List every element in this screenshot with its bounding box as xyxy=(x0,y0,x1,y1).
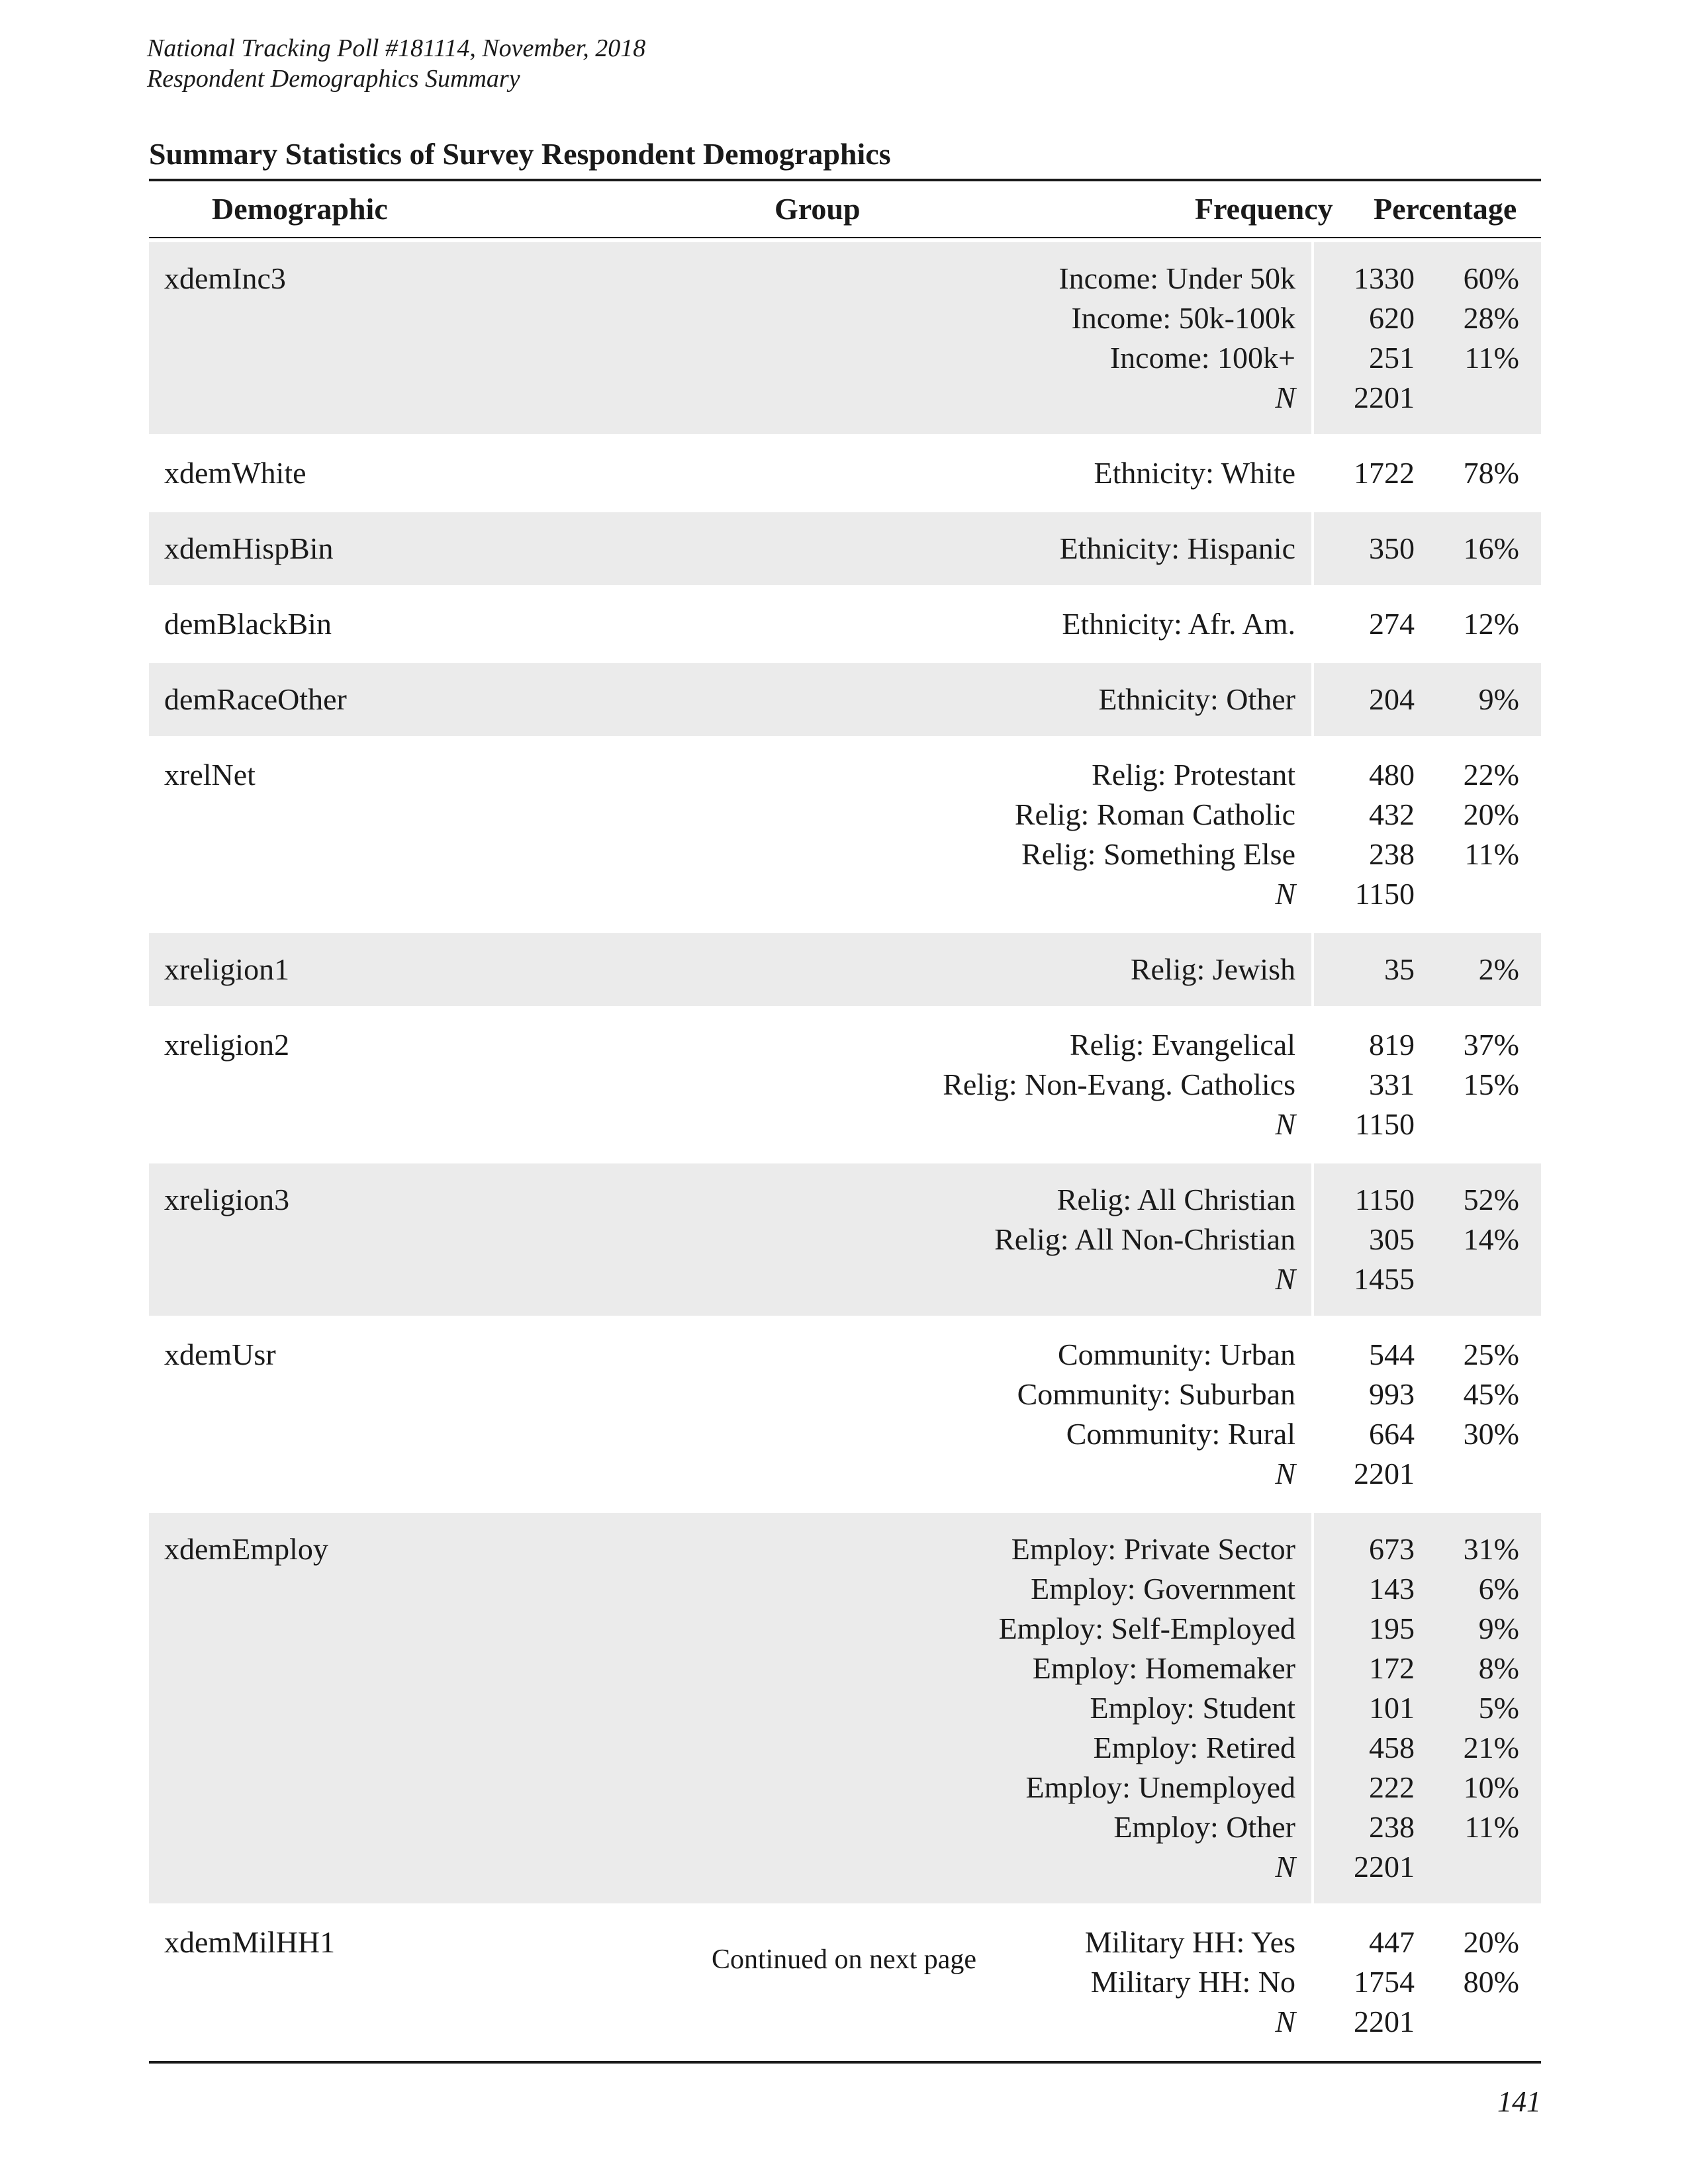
group-label: Military HH: No xyxy=(1090,1965,1295,1999)
frequency-value: 664 xyxy=(1369,1417,1415,1451)
group-label: Income: 100k+ xyxy=(1109,341,1295,375)
frequency-value: 480 xyxy=(1369,758,1415,792)
group-label: Relig: Protestant xyxy=(1092,758,1295,792)
frequency-cell xyxy=(1314,588,1427,660)
demographic-variable: xreligion2 xyxy=(164,1028,290,1062)
demographic-cell xyxy=(149,933,659,1006)
page-number: 141 xyxy=(1497,2085,1541,2118)
group-cell xyxy=(659,1009,1314,1161)
percentage-value: 15% xyxy=(1463,1068,1519,1101)
group-cell xyxy=(659,739,1314,931)
demographic-cell xyxy=(149,1906,659,2058)
sample-size-value: 1150 xyxy=(1354,877,1415,911)
frequency-cell xyxy=(1314,1163,1427,1316)
column-header-frequency: Frequency xyxy=(1195,192,1333,226)
percentage-cell xyxy=(1427,933,1541,1006)
group-cell xyxy=(659,1906,1314,2058)
demographic-variable: demBlackBin xyxy=(164,607,332,641)
table-row-group xyxy=(149,512,1541,588)
percentage-cell xyxy=(1427,663,1541,736)
frequency-value: 544 xyxy=(1369,1338,1415,1371)
group-label: Relig: Evangelical xyxy=(1069,1028,1295,1062)
demographic-cell xyxy=(149,1318,659,1510)
percentage-value: 11% xyxy=(1464,837,1519,871)
frequency-value: 305 xyxy=(1369,1222,1415,1256)
percentage-cell xyxy=(1427,437,1541,510)
column-header-percentage: Percentage xyxy=(1374,192,1517,226)
group-label: Employ: Other xyxy=(1113,1810,1295,1844)
group-label: Employ: Private Sector xyxy=(1011,1532,1295,1566)
frequency-cell xyxy=(1314,1318,1427,1510)
table-row-group xyxy=(149,933,1541,1009)
percentage-value: 11% xyxy=(1464,341,1519,375)
percentage-value: 8% xyxy=(1478,1651,1519,1685)
percentage-value xyxy=(1427,378,1519,418)
percentage-value xyxy=(1427,1454,1519,1494)
percentage-value: 80% xyxy=(1463,1965,1519,1999)
table-row-group xyxy=(149,1009,1541,1163)
table-header-row xyxy=(149,181,1541,237)
sample-size-value: 2201 xyxy=(1354,2005,1415,2038)
frequency-value: 238 xyxy=(1369,837,1415,871)
group-cell xyxy=(659,1318,1314,1510)
group-cell xyxy=(659,437,1314,510)
table-row-group xyxy=(149,739,1541,933)
percentage-value: 25% xyxy=(1463,1338,1519,1371)
percentage-value: 78% xyxy=(1463,456,1519,490)
percentage-cell xyxy=(1427,1513,1541,1903)
percentage-cell xyxy=(1427,242,1541,434)
demographic-cell xyxy=(149,663,659,736)
group-label: Relig: Jewish xyxy=(1130,952,1295,986)
demographic-variable: xrelNet xyxy=(164,758,256,792)
group-label: Employ: Self-Employed xyxy=(998,1612,1295,1645)
frequency-value: 1150 xyxy=(1354,1183,1415,1216)
demographic-variable: demRaceOther xyxy=(164,682,347,716)
group-sample-size-label: N xyxy=(1275,381,1295,414)
group-label: Community: Suburban xyxy=(1017,1377,1295,1411)
percentage-value: 30% xyxy=(1463,1417,1519,1451)
percentage-value: 52% xyxy=(1463,1183,1519,1216)
percentage-value: 9% xyxy=(1478,682,1519,716)
group-label: Employ: Student xyxy=(1090,1691,1295,1725)
percentage-value xyxy=(1427,1259,1519,1299)
group-label: Relig: All Non-Christian xyxy=(994,1222,1295,1256)
demographic-variable: xdemUsr xyxy=(164,1338,276,1371)
demographic-variable: xdemHispBin xyxy=(164,531,334,565)
running-header-title: National Tracking Poll #181114, November, 2018 xyxy=(147,34,646,62)
percentage-cell xyxy=(1427,1163,1541,1316)
percentage-value: 45% xyxy=(1463,1377,1519,1411)
percentage-value: 5% xyxy=(1478,1691,1519,1725)
frequency-value: 350 xyxy=(1369,531,1415,565)
percentage-value: 31% xyxy=(1463,1532,1519,1566)
percentage-cell xyxy=(1427,739,1541,931)
demographic-variable: xdemMilHH1 xyxy=(164,1925,336,1959)
table-row-group xyxy=(149,588,1541,663)
percentage-value xyxy=(1427,874,1519,914)
percentage-value: 60% xyxy=(1463,261,1519,295)
demographic-variable: xdemEmploy xyxy=(164,1532,328,1566)
running-header xyxy=(147,33,645,94)
frequency-value: 222 xyxy=(1369,1770,1415,1804)
running-header-subtitle: Respondent Demographics Summary xyxy=(147,65,520,93)
group-label: Relig: Roman Catholic xyxy=(1014,797,1295,831)
percentage-value xyxy=(1427,1105,1519,1144)
group-sample-size-label: N xyxy=(1275,1262,1295,1296)
group-cell xyxy=(659,1163,1314,1316)
group-cell xyxy=(659,588,1314,660)
percentage-value: 11% xyxy=(1464,1810,1519,1844)
table-header-rule xyxy=(149,237,1541,238)
frequency-value: 1754 xyxy=(1354,1965,1415,1999)
demographic-variable: xdemInc3 xyxy=(164,261,286,295)
table-row-group xyxy=(149,663,1541,739)
group-label: Ethnicity: Hispanic xyxy=(1059,531,1295,565)
percentage-cell xyxy=(1427,1009,1541,1161)
frequency-value: 143 xyxy=(1369,1572,1415,1606)
frequency-cell xyxy=(1314,739,1427,931)
group-label: Ethnicity: White xyxy=(1094,456,1295,490)
percentage-cell xyxy=(1427,588,1541,660)
group-cell xyxy=(659,512,1314,585)
table-row-group xyxy=(149,1163,1541,1318)
group-sample-size-label: N xyxy=(1275,1457,1295,1490)
table-row-group xyxy=(149,1513,1541,1906)
percentage-value: 14% xyxy=(1463,1222,1519,1256)
frequency-cell xyxy=(1314,1009,1427,1161)
frequency-value: 172 xyxy=(1369,1651,1415,1685)
frequency-value: 432 xyxy=(1369,797,1415,831)
sample-size-value: 2201 xyxy=(1354,1850,1415,1884)
demographic-cell xyxy=(149,512,659,585)
group-label: Relig: All Christian xyxy=(1056,1183,1295,1216)
table-row-group xyxy=(149,437,1541,512)
demographic-cell xyxy=(149,588,659,660)
frequency-value: 1722 xyxy=(1354,456,1415,490)
demographic-variable: xdemWhite xyxy=(164,456,306,490)
frequency-cell xyxy=(1314,242,1427,434)
percentage-cell xyxy=(1427,512,1541,585)
group-cell xyxy=(659,933,1314,1006)
group-label: Employ: Homemaker xyxy=(1032,1651,1295,1685)
percentage-value: 20% xyxy=(1463,1925,1519,1959)
group-label: Employ: Government xyxy=(1031,1572,1295,1606)
group-label: Relig: Something Else xyxy=(1021,837,1295,871)
frequency-value: 458 xyxy=(1369,1731,1415,1764)
group-label: Employ: Retired xyxy=(1093,1731,1295,1764)
column-header-demographic: Demographic xyxy=(212,192,388,226)
frequency-value: 238 xyxy=(1369,1810,1415,1844)
group-cell xyxy=(659,242,1314,434)
percentage-value: 10% xyxy=(1463,1770,1519,1804)
group-cell xyxy=(659,1513,1314,1903)
group-label: Employ: Unemployed xyxy=(1025,1770,1295,1804)
percentage-value: 9% xyxy=(1478,1612,1519,1645)
frequency-value: 673 xyxy=(1369,1532,1415,1566)
group-sample-size-label: N xyxy=(1275,2005,1295,2038)
demographic-cell xyxy=(149,1163,659,1316)
demographic-cell xyxy=(149,1513,659,1903)
percentage-cell xyxy=(1427,1906,1541,2058)
table-bottom-rule xyxy=(149,2061,1541,2064)
group-label: Relig: Non-Evang. Catholics xyxy=(943,1068,1295,1101)
percentage-value xyxy=(1427,1847,1519,1887)
table-row-group xyxy=(149,242,1541,437)
group-sample-size-label: N xyxy=(1275,1107,1295,1141)
demographics-table xyxy=(149,179,1541,2064)
group-label: Community: Rural xyxy=(1066,1417,1295,1451)
group-cell xyxy=(659,663,1314,736)
demographic-variable: xreligion1 xyxy=(164,952,290,986)
frequency-value: 819 xyxy=(1369,1028,1415,1062)
percentage-value: 37% xyxy=(1463,1028,1519,1062)
frequency-value: 251 xyxy=(1369,341,1415,375)
percentage-cell xyxy=(1427,1318,1541,1510)
frequency-cell xyxy=(1314,437,1427,510)
frequency-value: 993 xyxy=(1369,1377,1415,1411)
percentage-value: 28% xyxy=(1463,301,1519,335)
frequency-value: 331 xyxy=(1369,1068,1415,1101)
demographic-cell xyxy=(149,437,659,510)
frequency-cell xyxy=(1314,1513,1427,1903)
frequency-value: 101 xyxy=(1369,1691,1415,1725)
frequency-value: 195 xyxy=(1369,1612,1415,1645)
frequency-value: 447 xyxy=(1369,1925,1415,1959)
demographic-cell xyxy=(149,242,659,434)
frequency-value: 35 xyxy=(1384,952,1415,986)
continued-note: Continued on next page xyxy=(711,1944,977,1975)
frequency-cell xyxy=(1314,1906,1427,2058)
group-label: Ethnicity: Other xyxy=(1098,682,1295,716)
group-label: Income: 50k-100k xyxy=(1071,301,1295,335)
demographic-cell xyxy=(149,739,659,931)
frequency-value: 204 xyxy=(1369,682,1415,716)
percentage-value xyxy=(1427,2002,1519,2042)
frequency-cell xyxy=(1314,933,1427,1006)
percentage-value: 21% xyxy=(1463,1731,1519,1764)
frequency-cell xyxy=(1314,512,1427,585)
sample-size-value: 2201 xyxy=(1354,1457,1415,1490)
group-sample-size-label: N xyxy=(1275,877,1295,911)
demographic-cell xyxy=(149,1009,659,1161)
frequency-value: 1330 xyxy=(1354,261,1415,295)
sample-size-value: 1455 xyxy=(1354,1262,1415,1296)
table-body xyxy=(149,242,1541,2061)
column-header-group: Group xyxy=(774,192,861,226)
percentage-value: 6% xyxy=(1478,1572,1519,1606)
percentage-value: 16% xyxy=(1463,531,1519,565)
percentage-value: 2% xyxy=(1478,952,1519,986)
group-label: Military HH: Yes xyxy=(1084,1925,1295,1959)
frequency-value: 620 xyxy=(1369,301,1415,335)
group-label: Ethnicity: Afr. Am. xyxy=(1062,607,1295,641)
table-caption: Summary Statistics of Survey Respondent Demographics xyxy=(149,137,891,171)
percentage-value: 12% xyxy=(1463,607,1519,641)
sample-size-value: 1150 xyxy=(1354,1107,1415,1141)
table-row-group xyxy=(149,1318,1541,1513)
percentage-value: 22% xyxy=(1463,758,1519,792)
sample-size-value: 2201 xyxy=(1354,381,1415,414)
group-sample-size-label: N xyxy=(1275,1850,1295,1884)
table-row-group xyxy=(149,1906,1541,2061)
group-label: Income: Under 50k xyxy=(1058,261,1295,295)
frequency-value: 274 xyxy=(1369,607,1415,641)
frequency-cell xyxy=(1314,663,1427,736)
group-label: Community: Urban xyxy=(1057,1338,1295,1371)
demographic-variable: xreligion3 xyxy=(164,1183,290,1216)
percentage-value: 20% xyxy=(1463,797,1519,831)
